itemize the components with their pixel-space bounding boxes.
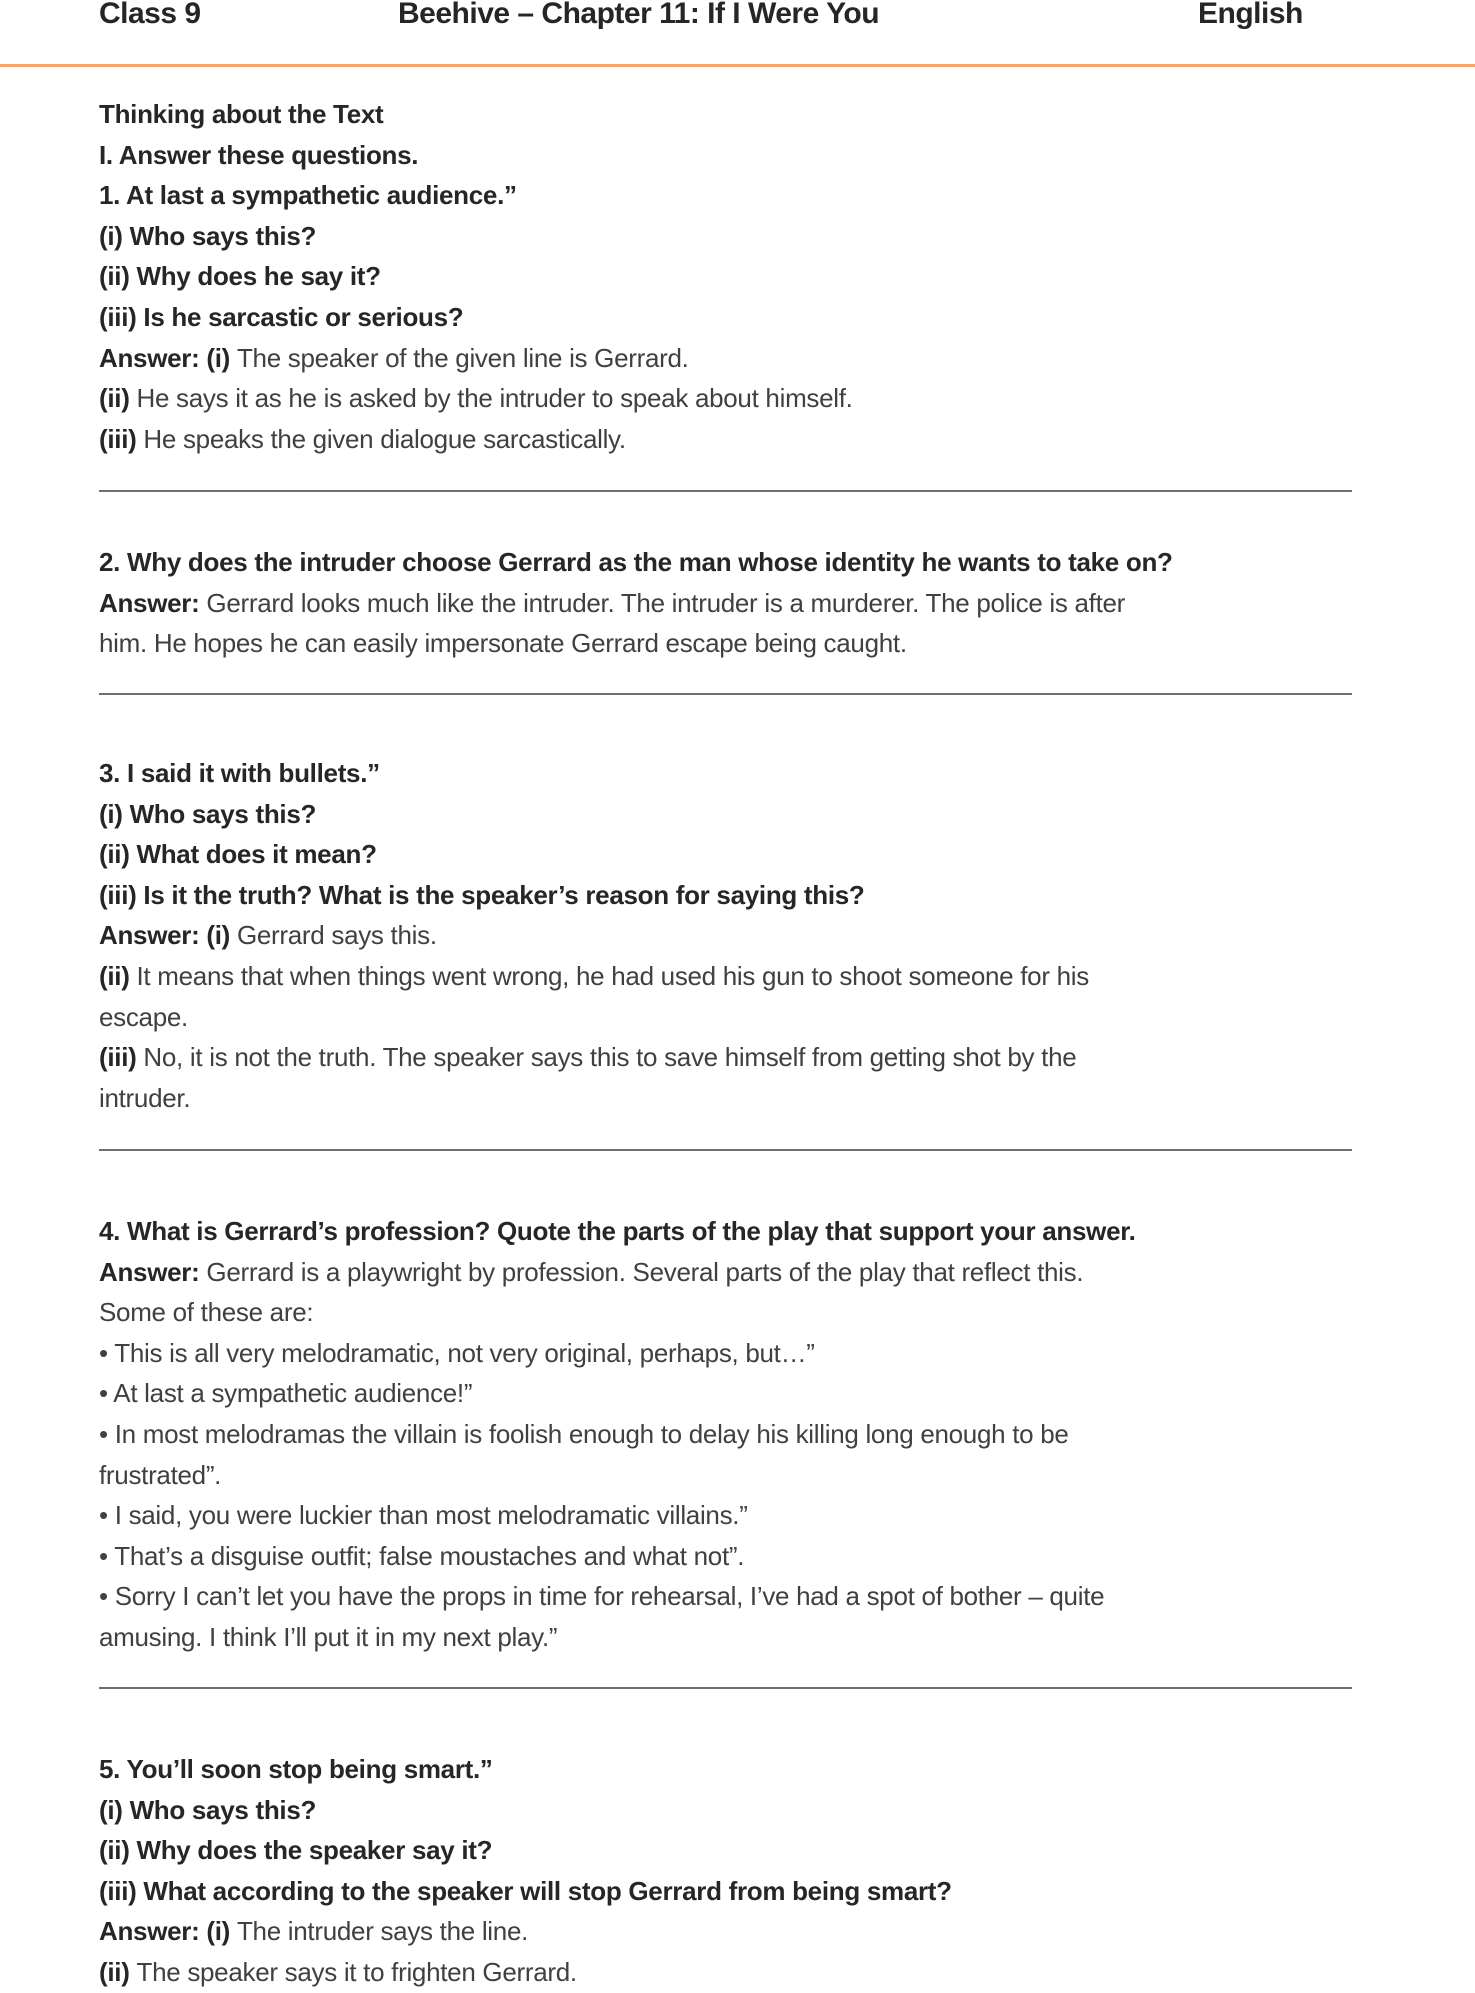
text-line [99, 1536, 1359, 1577]
body-text: frustrated”. [99, 1459, 222, 1490]
text-line [99, 1333, 1359, 1374]
body-text: He speaks the given dialogue sarcastically. [143, 423, 626, 454]
body-text: Some of these are: [99, 1297, 314, 1328]
bold-text: (ii) [99, 1956, 137, 1987]
body-text: him. He hopes he can easily impersonate Gerrard escape being caught. [99, 628, 907, 659]
question-section-1 [99, 94, 1359, 459]
section-divider [99, 1149, 1352, 1151]
text-line [99, 1830, 1359, 1871]
body-text: The speaker of the given line is Gerrard. [236, 342, 689, 373]
bold-text: Answer: [99, 587, 207, 618]
question-section-2 [99, 542, 1359, 664]
section-divider [99, 490, 1352, 492]
question-section-4 [99, 1211, 1359, 1658]
text-line [99, 542, 1359, 583]
text-line [99, 1790, 1359, 1831]
header-class: Class 9 [99, 0, 201, 30]
text-line [99, 378, 1359, 419]
text-line [99, 297, 1359, 338]
bold-text: 4. What is Gerrard’s profession? Quote the parts of the play that support your answer. [99, 1216, 1136, 1246]
body-text: intruder. [99, 1082, 191, 1113]
text-line [99, 997, 1359, 1038]
bold-text: 3. I said it with bullets.” [99, 758, 380, 788]
bold-text: (ii) [99, 960, 137, 991]
section-divider [99, 693, 1352, 695]
text-line [99, 1495, 1359, 1536]
text-line [99, 583, 1359, 624]
text-line [99, 1576, 1359, 1617]
text-line [99, 1617, 1359, 1658]
bold-text: I. Answer these questions. [99, 139, 419, 170]
question-section-5 [99, 1749, 1359, 1993]
body-text: No, it is not the truth. The speaker says this to save himself from getting shot by the [143, 1042, 1077, 1073]
bold-text: (ii) Why does he say it? [99, 261, 381, 292]
text-line [99, 1871, 1359, 1912]
body-text: • At last a sympathetic audience!” [99, 1378, 473, 1409]
section-divider [99, 1687, 1352, 1689]
text-line [99, 1252, 1359, 1293]
bold-text: (i) Who says this? [99, 220, 317, 251]
question-section-3 [99, 753, 1359, 1118]
bold-text: (ii) Why does the speaker say it? [99, 1835, 493, 1866]
body-text: Gerrard looks much like the intruder. The intruder is a murderer. The police is after [206, 587, 1126, 618]
bold-text: Answer: (i) [99, 1916, 237, 1947]
header-divider [0, 64, 1475, 67]
text-line [99, 1373, 1359, 1414]
body-text: escape. [99, 1001, 188, 1032]
bold-text: (ii) [99, 383, 137, 414]
text-line [99, 1078, 1359, 1119]
bold-text: Answer: (i) [99, 920, 237, 951]
text-line [99, 1037, 1359, 1078]
header-subject: English [1198, 0, 1303, 30]
body-text: • In most melodramas the villain is foolish enough to delay his killing long enough to be [99, 1418, 1069, 1449]
body-text: The intruder says the line. [236, 1916, 529, 1947]
body-text: He says it as he is asked by the intruder to speak about himself. [136, 383, 853, 414]
bold-text: (iii) Is he sarcastic or serious? [99, 301, 464, 332]
body-text: • This is all very melodramatic, not very original, perhaps, but…” [99, 1337, 815, 1368]
text-line [99, 256, 1359, 297]
bold-text: Answer: (i) [99, 342, 237, 373]
bold-text: (iii) What according to the speaker will stop Gerrard from being smart? [99, 1875, 952, 1906]
text-line [99, 1211, 1359, 1252]
bold-text: (iii) [99, 1042, 144, 1073]
text-line [99, 135, 1359, 176]
text-line [99, 175, 1359, 216]
text-line [99, 915, 1359, 956]
bold-text: (i) Who says this? [99, 798, 317, 829]
bold-text: 5. You’ll soon stop being smart.” [99, 1754, 493, 1784]
body-text: • Sorry I can’t let you have the props in time for rehearsal, I’ve had a spot of bother – quite [99, 1581, 1105, 1612]
text-line [99, 753, 1359, 794]
body-text: • That’s a disguise outfit; false moustaches and what not”. [99, 1540, 745, 1571]
text-line [99, 1292, 1359, 1333]
body-text: Gerrard says this. [236, 920, 437, 951]
bold-text: (i) Who says this? [99, 1794, 317, 1825]
header-title: Beehive – Chapter 11: If I Were You [398, 0, 880, 30]
text-line [99, 1911, 1359, 1952]
body-text: • I said, you were luckier than most melodramatic villains.” [99, 1500, 748, 1531]
text-line [99, 1952, 1359, 1993]
text-line [99, 1455, 1359, 1496]
bold-text: (iii) [99, 423, 144, 454]
text-line [99, 419, 1359, 460]
bold-text: Thinking about the Text [99, 99, 384, 129]
bold-text: 1. At last a sympathetic audience.” [99, 180, 517, 211]
text-line [99, 216, 1359, 257]
bold-text: Answer: [99, 1256, 207, 1287]
text-line [99, 875, 1359, 916]
text-line [99, 94, 1359, 135]
text-line [99, 794, 1359, 835]
text-line [99, 1749, 1359, 1790]
body-text: amusing. I think I’ll put it in my next play.” [99, 1621, 558, 1652]
bold-text: (iii) Is it the truth? What is the speaker’s reason for saying this? [99, 879, 865, 910]
body-text: Gerrard is a playwright by profession. Several parts of the play that reflect this. [206, 1256, 1084, 1287]
text-line [99, 834, 1359, 875]
body-text: It means that when things went wrong, he had used his gun to shoot someone for his [136, 960, 1089, 991]
text-line [99, 956, 1359, 997]
body-text: The speaker says it to frighten Gerrard. [136, 1956, 577, 1987]
bold-text: (ii) What does it mean? [99, 839, 377, 870]
text-line [99, 623, 1359, 664]
bold-text: 2. Why does the intruder choose Gerrard as the man whose identity he wants to take on? [99, 547, 1173, 577]
text-line [99, 1414, 1359, 1455]
text-line [99, 338, 1359, 379]
